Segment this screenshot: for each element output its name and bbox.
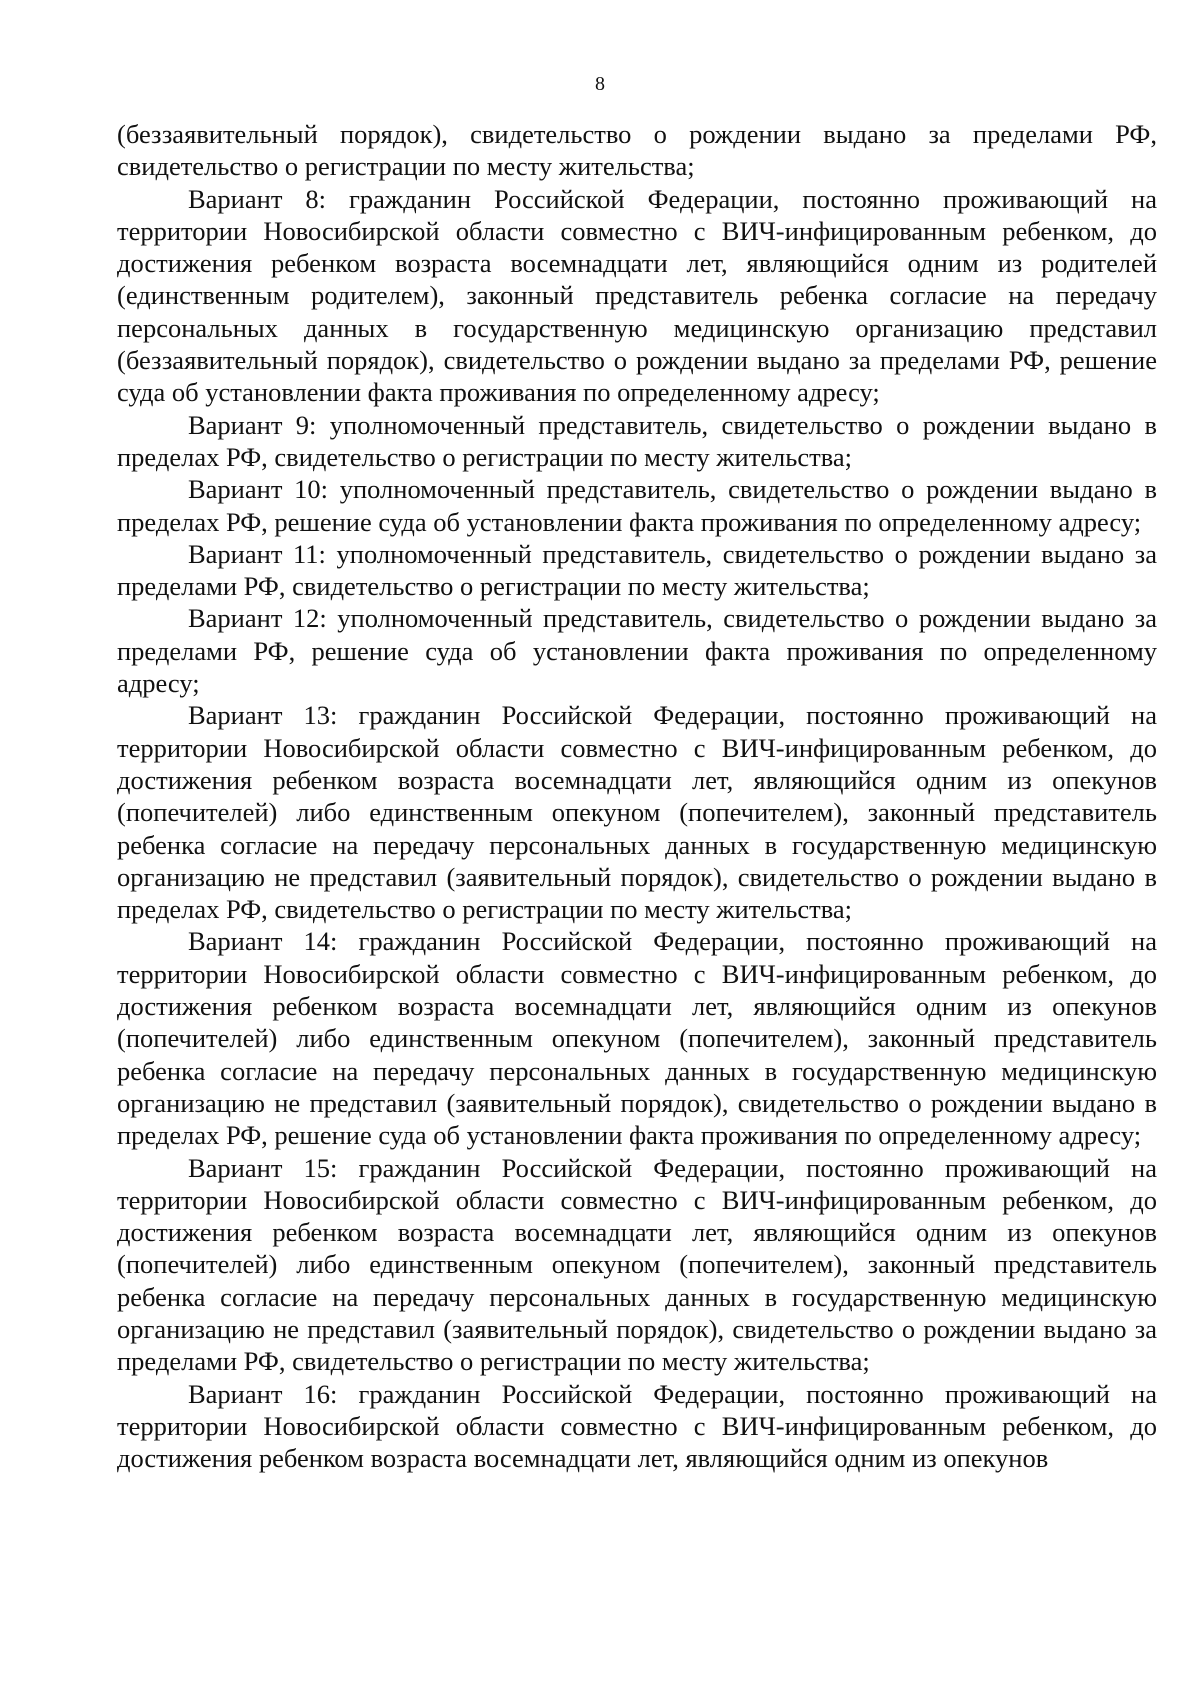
- paragraph-variant-11: Вариант 11: уполномоченный представитель, свидетельство о рождении выдано за пределами РФ, свидетельство о регистрации по месту жительства;: [117, 538, 1157, 602]
- paragraph-variant-13: Вариант 13: гражданин Российской Федерации, постоянно проживающий на территории Новосибирской области совместно с ВИЧ-инфицированным ребенком, до достижения ребенком возраста восемнадцати лет, являющийся одним из опекунов (попечителей) либо единственным опекуном (попечителем), законный представитель ребенка согласие на передачу персональных данных в государственную медицинскую организацию не представил (заявительный порядок), свидетельство о рождении выдано в пределах РФ, свидетельство о регистрации по месту жительства;: [117, 700, 1157, 925]
- paragraph-continuation: (беззаявительный порядок), свидетельство о рождении выдано за пределами РФ, свидетельство о регистрации по месту жительства;: [117, 119, 1157, 182]
- paragraph-variant-9: Вариант 9: уполномоченный представитель, свидетельство о рождении выдано в пределах РФ, свидетельство о регистрации по месту жительства;: [117, 409, 1157, 472]
- paragraph-variant-15: Вариант 15: гражданин Российской Федерации, постоянно проживающий на территории Новосибирской области совместно с ВИЧ-инфицированным ребенком, до достижения ребенком возраста восемнадцати лет, являющийся одним из опекунов (попечителей) либо единственным опекуном (попечителем), законный представитель ребенка согласие на передачу персональных данных в государственную медицинскую организацию не представил (заявительный порядок), свидетельство о рождении выдано за пределами РФ, свидетельство о регистрации по месту жительства;: [117, 1152, 1157, 1377]
- paragraph-variant-10: Вариант 10: уполномоченный представитель, свидетельство о рождении выдано в пределах РФ, решение суда об установлении факта проживания по определенному адресу;: [117, 474, 1157, 537]
- paragraph-variant-14: Вариант 14: гражданин Российской Федерации, постоянно проживающий на территории Новосибирской области совместно с ВИЧ-инфицированным ребенком, до достижения ребенком возраста восемнадцати лет, являющийся одним из опекунов (попечителей) либо единственным опекуном (попечителем), законный представитель ребенка согласие на передачу персональных данных в государственную медицинскую организацию не представил (заявительный порядок), свидетельство о рождении выдано в пределах РФ, решение суда об установлении факта проживания по определенному адресу;: [117, 926, 1157, 1151]
- paragraph-variant-8: Вариант 8: гражданин Российской Федерации, постоянно проживающий на территории Новосибирской области совместно с ВИЧ-инфицированным ребенком, до достижения ребенком возраста восемнадцати лет, являющийся одним из родителей (единственным родителем), законный представитель ребенка согласие на передачу персональных данных в государственную медицинскую организацию представил (беззаявительный порядок), свидетельство о рождении выдано за пределами РФ, решение суда об установлении факта проживания по определенному адресу;: [117, 183, 1157, 408]
- page-number: 8: [595, 73, 605, 95]
- document-body: [117, 118, 1157, 1474]
- paragraph-variant-12: Вариант 12: уполномоченный представитель, свидетельство о рождении выдано за пределами РФ, решение суда об установлении факта проживания по определенному адресу;: [117, 603, 1157, 699]
- paragraph-variant-16: Вариант 16: гражданин Российской Федерации, постоянно проживающий на территории Новосибирской области совместно с ВИЧ-инфицированным ребенком, до достижения ребенком возраста восемнадцати лет, являющийся одним из опекунов: [117, 1378, 1157, 1474]
